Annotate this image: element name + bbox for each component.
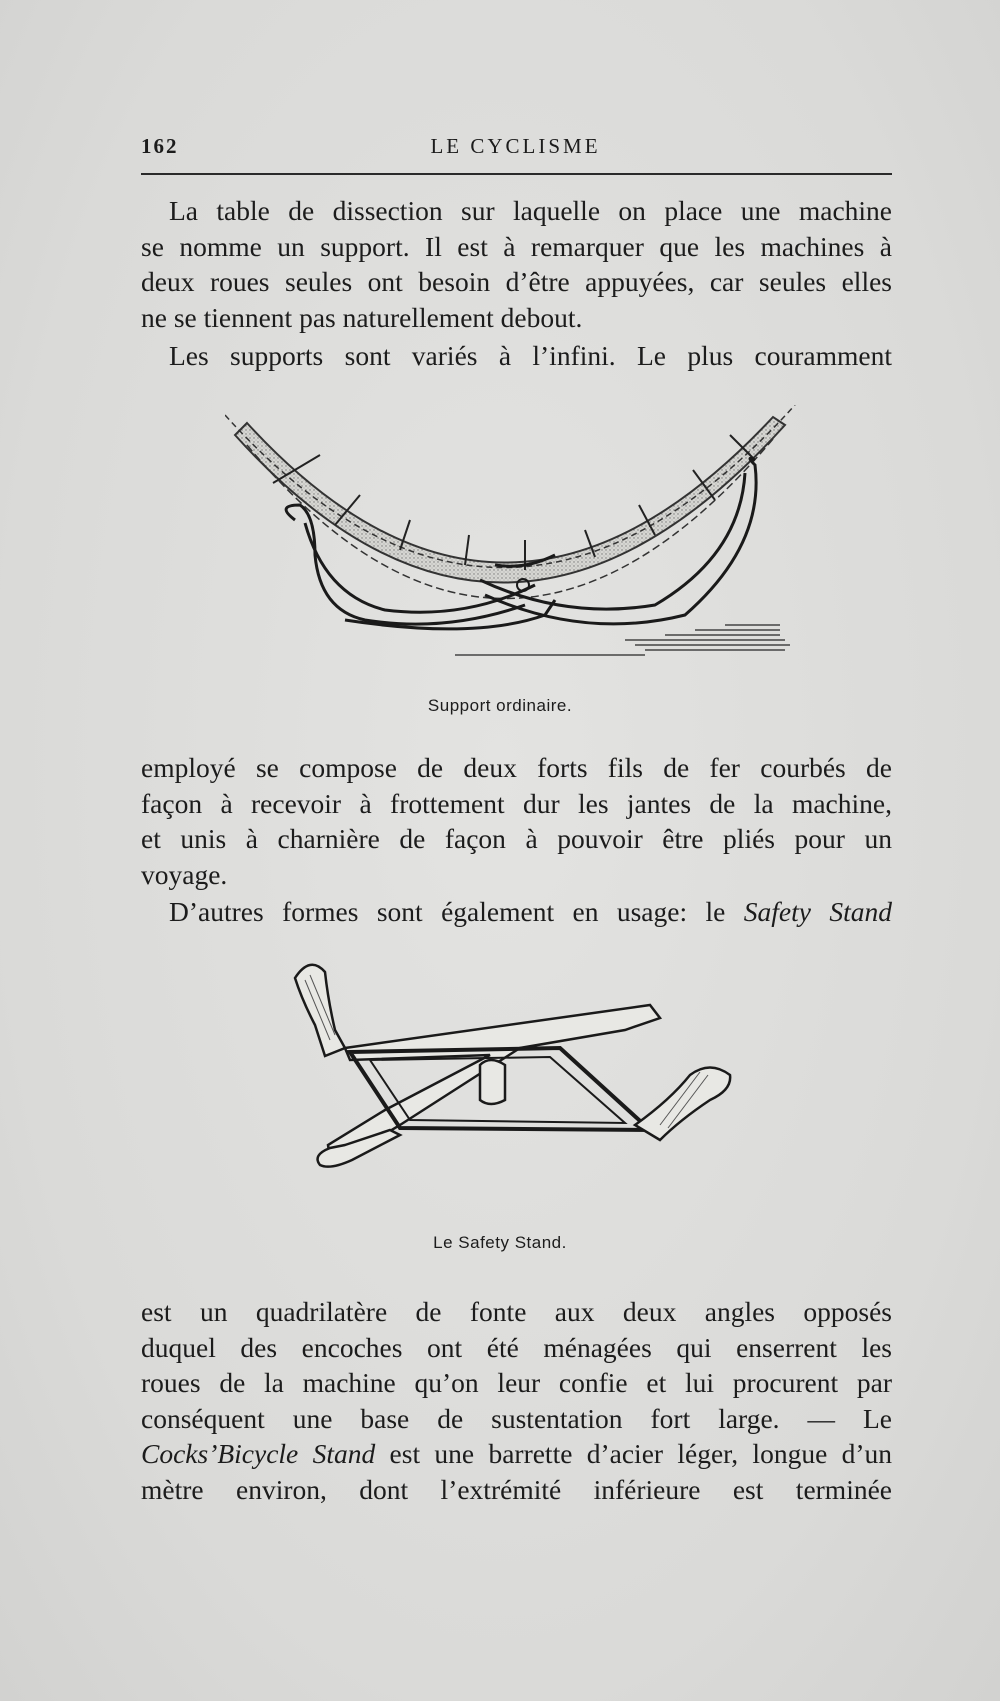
paragraph-5 (141, 1294, 892, 1507)
page-header (141, 134, 890, 166)
text-line: se nomme un support. Il est à remarquer que les machines à (141, 230, 892, 262)
page-number: 162 (141, 134, 179, 158)
text-line: duquel des encoches ont été ménagées qui enserrent les (141, 1331, 892, 1363)
figure-2-caption: Le Safety Stand. (433, 1233, 567, 1252)
safety-stand-illustration (290, 960, 750, 1220)
text-line: deux roues seules ont besoin d’être appuyées, car seules elles (141, 266, 892, 297)
text-line: roues de la machine qu’on leur confie et lui procurent par (141, 1367, 892, 1398)
text-line: voyage. (141, 858, 228, 890)
text-line: façon à recevoir à frottement dur les jantes de la machine, (141, 787, 892, 819)
running-title: LE CYCLISME (430, 134, 601, 158)
text-run: D’autres formes sont également en usage: le (169, 896, 744, 927)
text-line: ne se tiennent pas naturellement debout. (141, 301, 583, 333)
text-line (141, 1436, 892, 1472)
figure-1-caption: Support ordinaire. (427, 696, 573, 715)
support-ordinaire-illustration (225, 405, 805, 685)
text-line: est un quadrilatère de fonte aux deux angles opposés (141, 1296, 892, 1327)
text-line: La table de dissection sur laquelle on place une machine (169, 195, 892, 226)
text-line: employé se compose de deux forts fils de fer courbés de (141, 752, 892, 783)
text-line: Les supports sont variés à l’infini. Le plus couramment (169, 340, 892, 371)
text-line: mètre environ, dont l’extrémité inférieure est terminée (141, 1473, 892, 1505)
paragraph-4 (141, 894, 892, 930)
text-run: est une barrette d’acier léger, longue d’un (375, 1438, 893, 1469)
text-line (141, 894, 892, 930)
header-rule (141, 173, 892, 175)
italic-term: Safety Stand (743, 896, 893, 927)
italic-term: Cocks’Bicycle Stand (141, 1438, 376, 1469)
paragraph-3 (141, 750, 892, 892)
paragraph-2 (141, 338, 892, 374)
paragraph-1 (141, 193, 892, 335)
text-line: conséquent une base de sustentation fort large. — Le (141, 1402, 892, 1434)
text-line: et unis à charnière de façon à pouvoir être pliés pour un (141, 823, 892, 854)
